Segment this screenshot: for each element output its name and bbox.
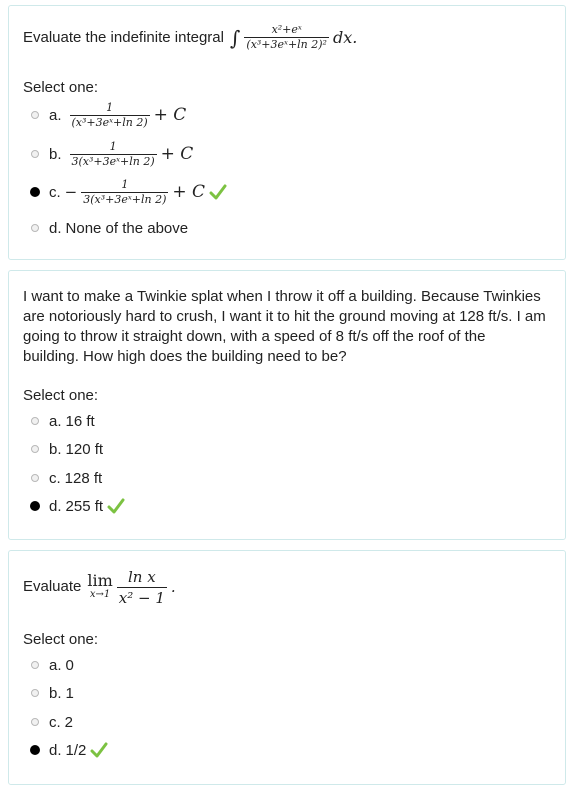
- option-letter: b.: [49, 145, 62, 163]
- option-b[interactable]: [31, 438, 103, 460]
- option-text: 2: [64, 713, 74, 731]
- prompt-line: building. How high does the building need to be?: [23, 348, 347, 365]
- lim-text: lim: [87, 571, 113, 590]
- option-d[interactable]: [31, 495, 125, 517]
- radio-button-icon[interactable]: [31, 111, 39, 119]
- option-a[interactable]: [31, 100, 187, 129]
- option-denominator: 3(x³+3eˣ+ln 2): [83, 192, 167, 206]
- option-letter: a.: [49, 656, 62, 674]
- period: .: [170, 578, 176, 596]
- question-prompt: [23, 24, 357, 51]
- option-c[interactable]: [31, 177, 227, 206]
- minus-sign: −: [64, 183, 78, 201]
- question-card-2: [8, 270, 566, 540]
- lim-subscript: x→1: [89, 589, 111, 600]
- option-text: 1/2: [65, 741, 87, 759]
- option-letter: a.: [49, 412, 62, 430]
- option-d[interactable]: [31, 217, 188, 239]
- plus-c: + C: [160, 144, 194, 164]
- option-text: 1: [65, 684, 74, 702]
- option-text: 120 ft: [65, 440, 104, 458]
- option-letter: c.: [49, 469, 61, 487]
- option-letter: c.: [49, 183, 61, 201]
- option-c[interactable]: [31, 467, 102, 489]
- option-b[interactable]: [31, 682, 74, 704]
- limit-fraction: [117, 568, 167, 607]
- question-prompt: [23, 563, 176, 611]
- radio-button-icon[interactable]: [30, 187, 40, 197]
- radio-button-icon[interactable]: [31, 150, 39, 158]
- option-denominator: (x³+3eˣ+ln 2): [71, 115, 148, 129]
- limit-operator: [87, 573, 112, 601]
- select-one-label: Select one:: [23, 79, 99, 96]
- prompt-text: Evaluate the indefinite integral: [23, 28, 224, 46]
- integral-sign: ∫: [229, 25, 241, 50]
- option-text: 255 ft: [65, 497, 104, 515]
- select-one-label: Select one:: [23, 387, 99, 404]
- option-letter: d.: [49, 741, 62, 759]
- question-prompt: [23, 287, 546, 367]
- limit-denominator: x² − 1: [118, 588, 165, 607]
- radio-button-icon[interactable]: [31, 718, 39, 726]
- option-fraction: [70, 102, 150, 129]
- prompt-text: Evaluate: [23, 578, 82, 595]
- select-one-label: Select one:: [23, 631, 99, 648]
- option-text: 0: [65, 656, 74, 674]
- option-a[interactable]: [31, 410, 95, 432]
- prompt-line: going to throw it straight down, with a speed of 8 ft/s off the roof of the: [23, 328, 486, 345]
- question-card-3: [8, 550, 566, 785]
- plus-c: + C: [172, 182, 206, 202]
- option-a[interactable]: [31, 654, 74, 676]
- radio-button-icon[interactable]: [30, 745, 40, 755]
- option-text: None of the above: [65, 219, 189, 237]
- radio-button-icon[interactable]: [30, 501, 40, 511]
- dx-label: dx.: [332, 27, 358, 47]
- checkmark-icon: [107, 498, 125, 514]
- plus-c: + C: [153, 105, 187, 125]
- option-letter: d.: [49, 219, 62, 237]
- option-text: 16 ft: [65, 412, 95, 430]
- radio-button-icon[interactable]: [31, 417, 39, 425]
- option-numerator: 1: [121, 177, 129, 191]
- checkmark-icon: [209, 184, 227, 200]
- radio-button-icon[interactable]: [31, 224, 39, 232]
- limit-numerator: ln x: [128, 567, 156, 586]
- option-letter: c.: [49, 713, 61, 731]
- integrand-fraction: [244, 24, 329, 51]
- radio-button-icon[interactable]: [31, 474, 39, 482]
- checkmark-icon: [90, 742, 108, 758]
- option-c[interactable]: [31, 711, 73, 733]
- option-letter: a.: [49, 106, 62, 124]
- prompt-line: I want to make a Twinkie splat when I throw it off a building. Because Twinkies: [23, 288, 541, 305]
- question-card-1: [8, 5, 566, 260]
- option-d[interactable]: [31, 739, 108, 761]
- radio-button-icon[interactable]: [31, 689, 39, 697]
- option-letter: d.: [49, 497, 62, 515]
- radio-button-icon[interactable]: [31, 661, 39, 669]
- integrand-numerator: x²+eˣ: [271, 23, 302, 36]
- radio-button-icon[interactable]: [31, 445, 39, 453]
- integrand-denominator: (x³+3eˣ+ln 2)²: [246, 38, 327, 51]
- option-letter: b.: [49, 684, 62, 702]
- option-denominator: 3(x³+3eˣ+ln 2): [71, 154, 155, 168]
- option-numerator: 1: [109, 139, 117, 153]
- option-letter: b.: [49, 440, 62, 458]
- option-b[interactable]: [31, 139, 194, 168]
- option-fraction: [70, 141, 157, 168]
- option-numerator: 1: [106, 100, 114, 114]
- prompt-line: are notoriously hard to crush, I want it to hit the ground moving at 128 ft/s. I am: [23, 308, 546, 325]
- option-fraction: [81, 179, 168, 206]
- option-text: 128 ft: [64, 469, 103, 487]
